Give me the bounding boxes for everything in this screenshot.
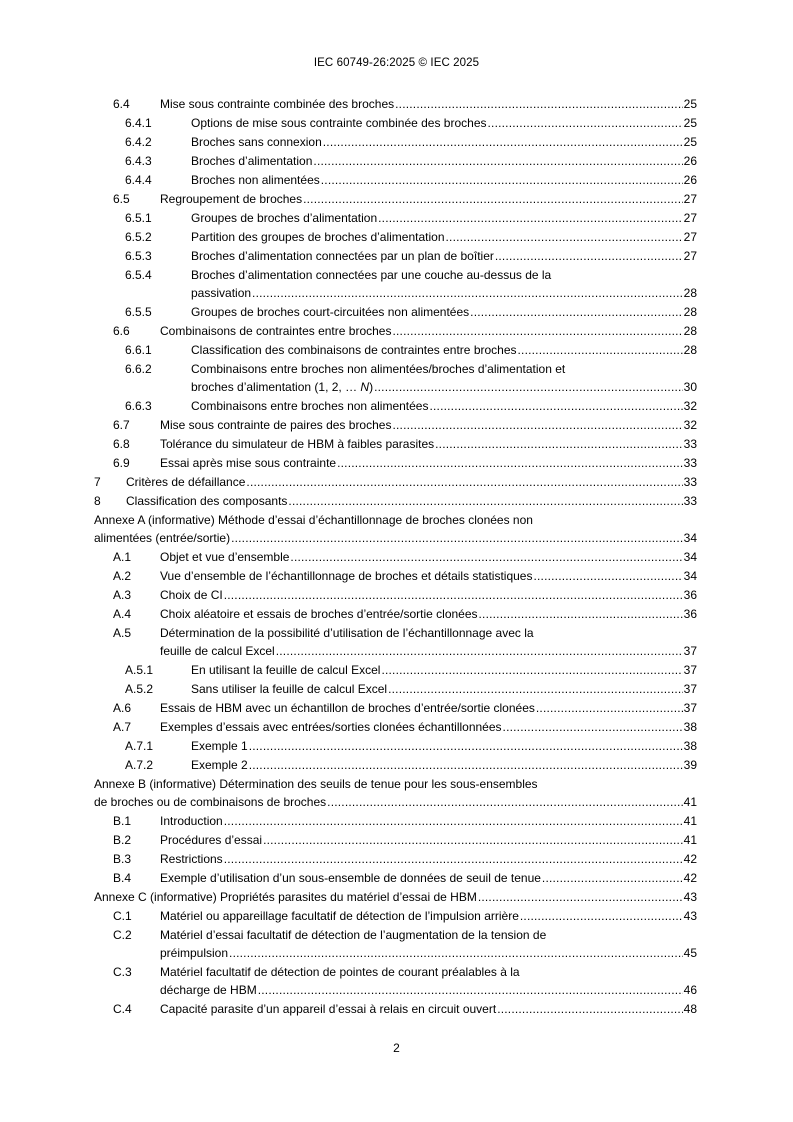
toc-entry-number: B.3	[113, 852, 132, 866]
toc-entry-title: préimpulsion	[160, 946, 229, 960]
toc-entry-title: Vue d’ensemble de l’échantillonnage de broches et détails statistiques	[160, 569, 533, 583]
toc-entry-title: Classification des composants	[126, 494, 288, 508]
toc-entry-number: 6.4.1	[125, 116, 152, 130]
toc-dot-leader	[520, 907, 683, 925]
toc-dot-leader	[246, 473, 682, 491]
toc-entry-title: En utilisant la feuille de calcul Excel	[191, 663, 381, 677]
toc-dot-leader	[224, 586, 683, 604]
toc-dot-leader	[388, 680, 683, 698]
toc-entry-number: A.6	[113, 701, 132, 715]
toc-entry-number: C.2	[113, 928, 132, 942]
toc-entry-number: 6.5.2	[125, 230, 152, 244]
toc-page-number: 27	[683, 192, 697, 206]
toc-entry-title: Annexe B (informative) Détermination des seuils de tenue pour les sous-ensembles	[94, 777, 538, 791]
toc-dot-leader	[429, 397, 682, 415]
toc-entry-number: 6.5.3	[125, 249, 152, 263]
toc-entry-number: 6.6.2	[125, 362, 152, 376]
toc-entry-number: 6.5	[113, 192, 130, 206]
toc-page-number: 25	[683, 135, 697, 149]
toc-dot-leader	[479, 605, 683, 623]
toc-dot-leader	[249, 737, 683, 755]
toc-page-number: 26	[683, 154, 697, 168]
toc-entry-number: 6.7	[113, 418, 130, 432]
toc-page-number: 32	[683, 399, 697, 413]
toc-entry-title: Matériel facultatif de détection de pointes de courant préalables à la	[160, 965, 520, 979]
toc-entry-number: 6.5.5	[125, 305, 152, 319]
toc-dot-leader	[470, 303, 682, 321]
toc-entry-title: Sans utiliser la feuille de calcul Excel	[191, 682, 388, 696]
toc-page-number: 45	[683, 946, 697, 960]
toc-entry-title: Tolérance du simulateur de HBM à faibles parasites	[160, 437, 435, 451]
toc-page-number: 36	[683, 607, 697, 621]
toc-dot-leader	[497, 1000, 682, 1018]
toc-entry-title: de broches ou de combinaisons de broches	[94, 795, 327, 809]
toc-entry-number: A.5.1	[125, 663, 154, 677]
toc-entry-title: Options de mise sous contrainte combinée des broches	[191, 116, 487, 130]
toc-entry-title: Regroupement de broches	[160, 192, 303, 206]
toc-dot-leader	[229, 944, 683, 962]
toc-page-number: 34	[683, 531, 697, 545]
toc-entry-title: Groupes de broches court-circuitées non alimentées	[191, 305, 470, 319]
page-number: 2	[393, 1041, 400, 1055]
toc-page-number: 37	[683, 682, 697, 696]
toc-dot-leader	[478, 888, 683, 906]
toc-entry-number: A.5.2	[125, 682, 154, 696]
toc-dot-leader	[303, 190, 683, 208]
toc-dot-leader	[533, 567, 682, 585]
toc-page-number: 28	[683, 305, 697, 319]
toc-entry-title: Essais de HBM avec un échantillon de broches d’entrée/sortie clonées	[160, 701, 535, 715]
toc-page-number: 34	[683, 550, 697, 564]
toc-page-number: 37	[683, 644, 697, 658]
toc-entry-number: A.7.2	[125, 758, 154, 772]
toc-entry-number: 6.4.4	[125, 173, 152, 187]
toc-page-number: 46	[683, 983, 697, 997]
toc-entry-title: Objet et vue d’ensemble	[160, 550, 290, 564]
toc-entry-number: B.4	[113, 871, 132, 885]
toc-entry-title: décharge de HBM	[160, 983, 257, 997]
toc-entry-title: Procédures d’essai	[160, 833, 263, 847]
toc-entry-title: Broches d’alimentation connectées par un plan de boîtier	[191, 249, 494, 263]
toc-entry-title: Critères de défaillance	[126, 475, 246, 489]
toc-dot-leader	[378, 209, 683, 227]
toc-entry-number: A.2	[113, 569, 132, 583]
toc-page-number: 42	[683, 871, 697, 885]
toc-dot-leader	[392, 322, 682, 340]
toc-dot-leader	[276, 642, 683, 660]
toc-entry-number: 6.4.2	[125, 135, 152, 149]
toc-page-number: 33	[683, 437, 697, 451]
toc-dot-leader	[313, 152, 682, 170]
toc-page-number: 26	[683, 173, 697, 187]
toc-entry-title: Essai après mise sous contrainte	[160, 456, 337, 470]
toc-page-number: 33	[683, 456, 697, 470]
toc-entry-number: 6.4.3	[125, 154, 152, 168]
toc-entry-number: B.2	[113, 833, 132, 847]
toc-page-number: 25	[683, 116, 697, 130]
toc-entry-title: Introduction	[160, 814, 223, 828]
toc-entry-title: broches d’alimentation (1, 2, … N)	[191, 380, 374, 394]
toc-dot-leader	[288, 492, 682, 510]
toc-page-number: 41	[683, 795, 697, 809]
toc-dot-leader	[488, 114, 683, 132]
toc-entry-title: Combinaisons entre broches non alimentées/broches d’alimentation et	[191, 362, 566, 376]
toc-entry-number: A.1	[113, 550, 132, 564]
toc-dot-leader	[518, 341, 683, 359]
toc-entry-number: 6.9	[113, 456, 130, 470]
toc-entry-title: passivation	[191, 286, 252, 300]
toc-dot-leader	[542, 869, 683, 887]
toc-dot-leader	[321, 171, 683, 189]
toc-entry-number: B.1	[113, 814, 132, 828]
toc-dot-leader	[224, 850, 683, 868]
toc-entry-number: 6.4	[113, 97, 130, 111]
toc-entry-number: 6.5.1	[125, 211, 152, 225]
toc-page-number: 27	[683, 249, 697, 263]
toc-entry-number: A.5	[113, 626, 132, 640]
toc-dot-leader	[435, 435, 683, 453]
toc-page-number: 28	[683, 286, 697, 300]
toc-dot-leader	[395, 95, 683, 113]
toc-entry-number: 6.6	[113, 324, 130, 338]
toc-page-number: 41	[683, 833, 697, 847]
toc-dot-leader	[258, 981, 683, 999]
toc-page-number: 25	[683, 97, 697, 111]
toc-page-number: 32	[683, 418, 697, 432]
toc-entry-title: alimentées (entrée/sortie)	[94, 531, 231, 545]
toc-dot-leader	[337, 454, 683, 472]
toc-page-number: 41	[683, 814, 697, 828]
toc-entry-title: Groupes de broches d’alimentation	[191, 211, 378, 225]
toc-entry-number: 6.5.4	[125, 268, 152, 282]
toc-dot-leader	[495, 247, 683, 265]
toc-entry-title: Exemple 1	[191, 739, 248, 753]
toc-page-number: 43	[683, 909, 697, 923]
toc-page-number: 27	[683, 211, 697, 225]
toc-entry-title: Capacité parasite d’un appareil d’essai à relais en circuit ouvert	[160, 1002, 497, 1016]
toc-entry-title: Broches sans connexion	[191, 135, 322, 149]
toc-dot-leader	[252, 284, 683, 302]
toc-dot-leader	[323, 133, 683, 151]
toc-entry-title: Classification des combinaisons de contraintes entre broches	[191, 343, 517, 357]
toc-dot-leader	[249, 756, 683, 774]
toc-entry-title: Annexe C (informative) Propriétés parasites du matériel d’essai de HBM	[94, 890, 477, 904]
toc-entry-number: A.3	[113, 588, 132, 602]
toc-entry-title: Matériel d’essai facultatif de détection de l’augmentation de la tension de	[160, 928, 547, 942]
toc-entry-title: Broches non alimentées	[191, 173, 320, 187]
toc-page-number: 28	[683, 324, 697, 338]
toc-entry-number: 8	[94, 494, 101, 508]
toc-entry-number: 7	[94, 475, 101, 489]
toc-page-number: 37	[683, 663, 697, 677]
toc-entry-title: Détermination de la possibilité d’utilisation de l’échantillonnage avec la	[160, 626, 534, 640]
toc-entry-number: 6.6.3	[125, 399, 152, 413]
toc-entry-title: Choix aléatoire et essais de broches d’entrée/sortie clonées	[160, 607, 478, 621]
toc-page-number: 37	[683, 701, 697, 715]
toc-entry-number: C.1	[113, 909, 132, 923]
toc-entry-number: 6.8	[113, 437, 130, 451]
toc-entry-number: A.4	[113, 607, 132, 621]
toc-entry-title: Exemple 2	[191, 758, 248, 772]
toc-entry-title: Mise sous contrainte combinée des broches	[160, 97, 395, 111]
toc-entry-number: A.7	[113, 720, 132, 734]
toc-entry-number: C.3	[113, 965, 132, 979]
toc-entry-title: Matériel ou appareillage facultatif de détection de l’impulsion arrière	[160, 909, 519, 923]
toc-dot-leader	[327, 793, 682, 811]
toc-entry-title: Broches d’alimentation	[191, 154, 313, 168]
toc-entry-number: A.7.1	[125, 739, 154, 753]
toc-entry-title: Combinaisons de contraintes entre broches	[160, 324, 392, 338]
toc-dot-leader	[503, 718, 683, 736]
toc-entry-number: 6.6.1	[125, 343, 152, 357]
toc-dot-leader	[446, 228, 683, 246]
toc-page-number: 38	[683, 720, 697, 734]
toc-page-number: 34	[683, 569, 697, 583]
toc-entry-title: Choix de CI	[160, 588, 223, 602]
toc-page-number: 36	[683, 588, 697, 602]
toc-dot-leader	[224, 812, 683, 830]
toc-page-number: 33	[683, 475, 697, 489]
page-header: IEC 60749-26:2025 © IEC 2025	[313, 57, 480, 69]
toc-page-number: 39	[683, 758, 697, 772]
toc-dot-leader	[392, 416, 682, 434]
toc-page-number: 42	[683, 852, 697, 866]
toc-dot-leader	[536, 699, 683, 717]
toc-entry-number: C.4	[113, 1002, 132, 1016]
toc-entry-title: Annexe A (informative) Méthode d’essai d’échantillonnage de broches clonées non	[94, 513, 533, 527]
toc-entry-title: Exemples d’essais avec entrées/sorties clonées échantillonnées	[160, 720, 502, 734]
toc-entry-title: feuille de calcul Excel	[160, 644, 275, 658]
toc-entry-title: Partition des groupes de broches d’alimentation	[191, 230, 445, 244]
toc-page-number: 27	[683, 230, 697, 244]
toc-page-number: 48	[683, 1002, 697, 1016]
toc-dot-leader	[381, 661, 682, 679]
toc-page-number: 33	[683, 494, 697, 508]
toc-entry-title: Mise sous contrainte de paires des broches	[160, 418, 392, 432]
toc-entry-title: Broches d’alimentation connectées par une couche au-dessus de la	[191, 268, 552, 282]
toc-page-number: 28	[683, 343, 697, 357]
toc-page-number: 30	[683, 380, 697, 394]
toc-entry-title: Exemple d’utilisation d’un sous-ensemble de données de seuil de tenue	[160, 871, 541, 885]
toc-dot-leader	[231, 529, 683, 547]
toc-entry-title: Restrictions	[160, 852, 223, 866]
toc-dot-leader	[374, 378, 683, 396]
toc-page-number: 38	[683, 739, 697, 753]
toc-page-number: 43	[683, 890, 697, 904]
toc-dot-leader	[290, 548, 682, 566]
toc-entry-title: Combinaisons entre broches non alimentées	[191, 399, 429, 413]
toc-dot-leader	[263, 831, 683, 849]
